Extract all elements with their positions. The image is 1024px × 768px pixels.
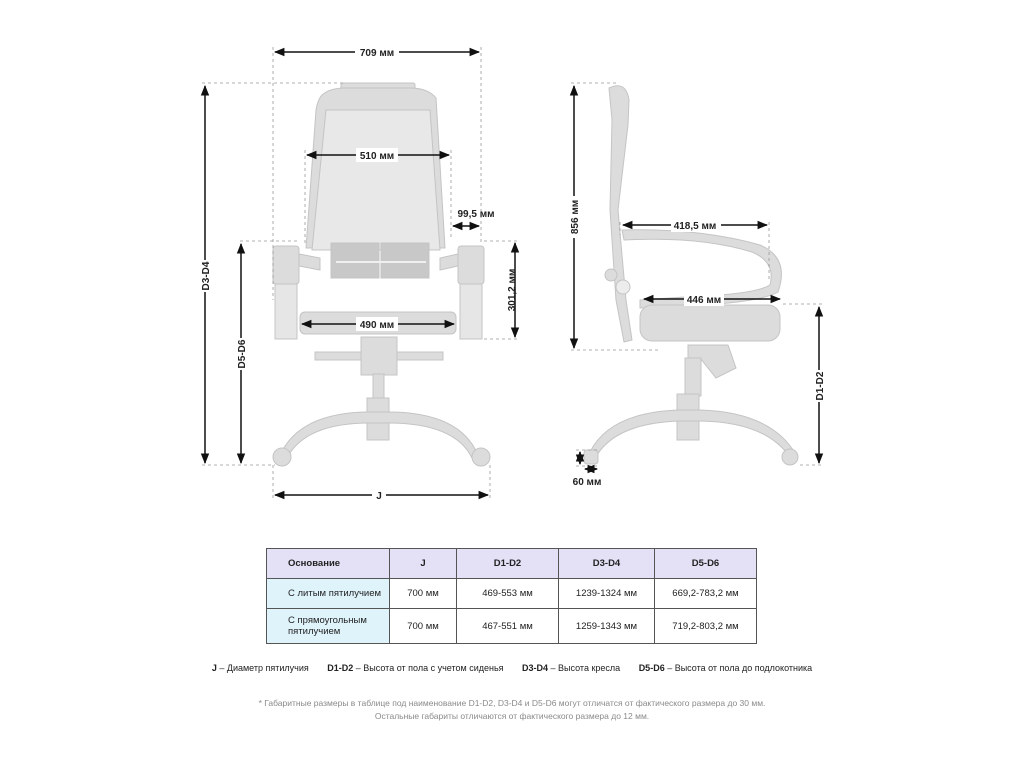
base-j-label: J	[376, 491, 382, 502]
seat-depth-label: 446 мм	[686, 295, 722, 306]
legend-item-d1-d2: D1-D2 – Высота от пола с учетом сиденья	[327, 663, 504, 673]
table-row	[267, 609, 757, 644]
row-d1-d2: 467-551 мм	[457, 609, 559, 644]
back-height-label: 856 мм	[570, 199, 581, 235]
header-d1-d2: D1-D2	[457, 549, 559, 579]
row-base-name: С прямоугольным пятилучием	[267, 609, 390, 644]
dimensions-table	[266, 548, 757, 644]
header-d5-d6: D5-D6	[655, 549, 757, 579]
row-j: 700 мм	[390, 579, 457, 609]
caster-size-label: 60 мм	[572, 477, 602, 488]
depth-top-label: 418,5 мм	[673, 221, 717, 232]
row-base-name: С литым пятилучием	[267, 579, 390, 609]
legend-item-j: J – Диаметр пятилучия	[211, 663, 309, 673]
row-j: 700 мм	[390, 609, 457, 644]
header-base: Основание	[267, 549, 390, 579]
row-d1-d2: 469-553 мм	[457, 579, 559, 609]
row-d3-d4: 1239-1324 мм	[559, 579, 655, 609]
legend-item-d5-d6: D5-D6 – Высота от пола до подлокотника	[638, 663, 813, 673]
table-row	[267, 579, 757, 609]
row-d5-d6: 719,2-803,2 мм	[655, 609, 757, 644]
legend	[0, 663, 1024, 673]
height-d3-d4-label: D3-D4	[201, 261, 212, 291]
seat-height-d1-d2-label: D1-D2	[815, 371, 826, 401]
row-d3-d4: 1259-1343 мм	[559, 609, 655, 644]
row-d5-d6: 669,2-783,2 мм	[655, 579, 757, 609]
footnote-line-2: Остальные габариты отличаются от фактического размера до 12 мм.	[374, 711, 650, 721]
width-overall-label: 709 мм	[359, 48, 395, 59]
armrest-height-label: 301,2 мм	[507, 268, 518, 312]
legend-item-d3-d4: D3-D4 – Высота кресла	[522, 663, 621, 673]
footnote-line-1: * Габаритные размеры в таблице под наименование D1-D2, D3-D4 и D5-D6 могут отличатся от фактического размера до 30 мм.	[258, 698, 766, 708]
backrest-width-label: 510 мм	[359, 151, 395, 162]
table-header-row	[267, 549, 757, 579]
header-j: J	[390, 549, 457, 579]
header-d3-d4: D3-D4	[559, 549, 655, 579]
seat-width-label: 490 мм	[359, 320, 395, 331]
armrest-floor-d5-d6-label: D5-D6	[237, 339, 248, 369]
armrest-width-label: 99,5 мм	[457, 209, 495, 220]
side-chair-illustration	[584, 86, 798, 465]
front-chair-illustration	[273, 83, 490, 466]
